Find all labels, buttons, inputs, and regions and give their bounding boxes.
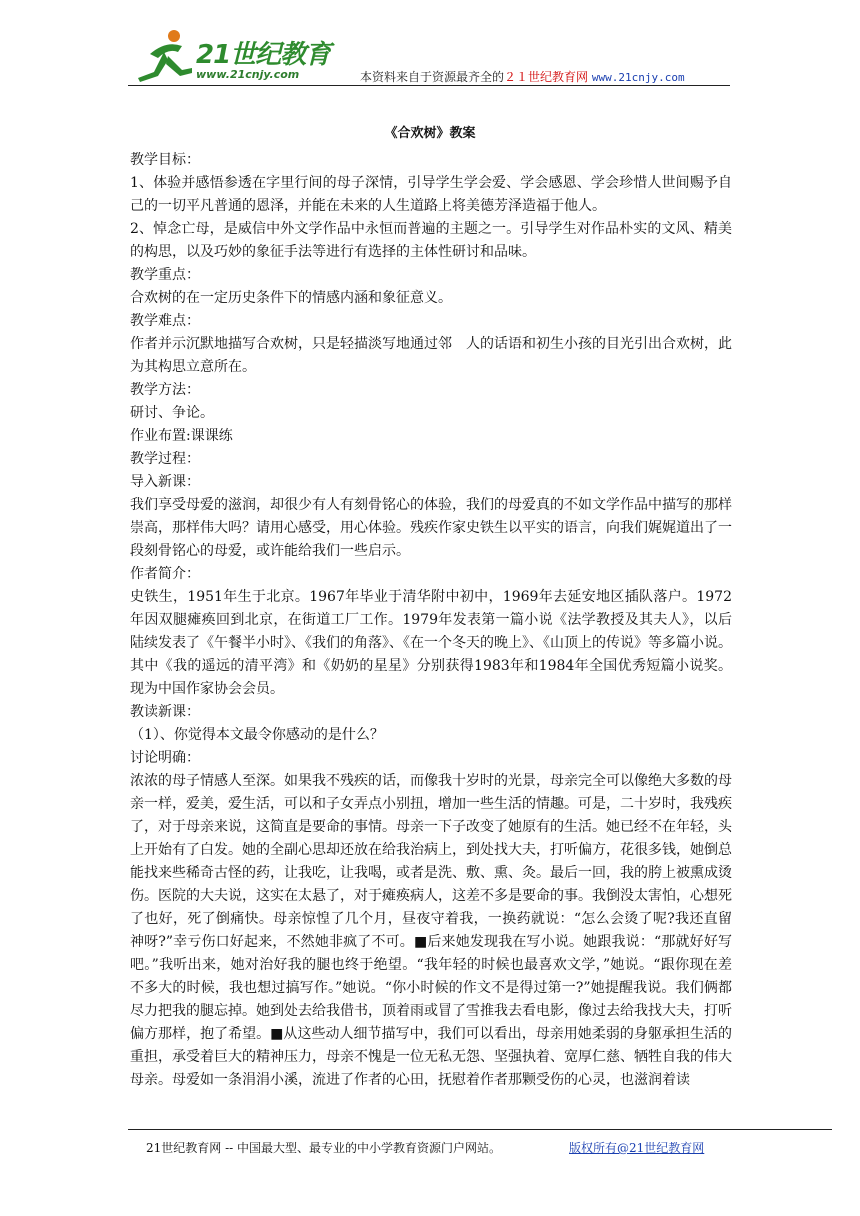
paragraph: 作者简介： [130,566,200,582]
tagline-site-link[interactable]: ２１世纪教育网 [504,70,589,84]
header-divider [128,85,730,86]
header-tagline [360,68,685,85]
paragraph: 合欢树的在一定历史条件下的情感内涵和象征意义。 [130,290,452,306]
paragraph: 导入新课： [130,474,200,490]
site-logo [130,26,350,90]
paragraph: 教学难点： [130,313,200,329]
paragraph: 教学过程： [130,451,200,467]
tagline-url-link[interactable]: www.21cnjy.com [591,71,685,84]
document-body [130,149,732,1092]
paragraph: 史铁生，1951年生于北京。1967年毕业于清华附中初中，1969年去延安地区插队落户。1972年因双腿瘫痪回到北京，在街道工厂工作。1979年发表第一篇小说《法学教授及其夫人》，以后陆续发表了《午餐半小时》、《我们的角落》、《在一个冬天的晚上》、《山顶上的传说》等多篇小说。其中《我的遥远的清平湾》和《奶奶的星星》分别获得1983年和1984年全国优秀短篇小说奖。现为中国作家协会会员。 [130,589,732,697]
tagline-prefix: 本资料来自于资源最齐全的 [360,70,505,84]
paragraph: 教学重点： [130,267,200,283]
paragraph: （1）、你觉得本文最令你感动的是什么？ [130,727,384,743]
logo-text: 21世纪教育 [196,40,331,70]
footer-text: 21世纪教育网 -- 中国最大型、最专业的中小学教育资源门户网站。 [146,1141,502,1155]
document-title: 《合欢树》教案 [384,126,476,141]
running-figure-icon [130,26,200,86]
paragraph: 教学目标： [130,152,200,168]
paragraph: 我们享受母爱的滋润，却很少有人有刻骨铭心的体验，我们的母爱真的不如文学作品中描写的那样崇高，那样伟大吗？请用心感受，用心体验。残疾作家史铁生以平实的语言，向我们娓娓道出了一段刻骨铭心的母爱，或许能给我们一些启示。 [130,497,732,559]
paragraph: 研讨、争论。 [130,405,214,421]
paragraph: 教学方法： [130,382,200,398]
paragraph: 浓浓的母子情感人至深。如果我不残疾的话，而像我十岁时的光景，母亲完全可以像绝大多数的母亲一样，爱美，爱生活，可以和子女弄点小别扭，增加一些生活的情趣。可是，二十岁时，我残疾了，对于母亲来说，这简直是要命的事情。母亲一下子改变了她原有的生活。她已经不在年轻，头上开始有了白发。她的全副心思却还放在给我治病上，到处找大夫，打听偏方，花很多钱，她倒总能找来些稀奇古怪的药，让我吃，让我喝，或者是洗、敷、熏、灸。最后一回，我的胯上被熏成烫伤。医院的大夫说，这实在太悬了，对于瘫痪病人，这差不多是要命的事。我倒没太害怕，心想死了也好，死了倒痛快。母亲惊惶了几个月，昼夜守着我，一换药就说：“怎么会烫了呢?我还直留神呀?”幸亏伤口好起来，不然她非疯了不可。■后来她发现我在写小说。她跟我说：“那就好好写吧。”我听出来，她对治好我的腿也终于绝望。“我年轻的时候也最喜欢文学，”她说。“跟你现在差不多大的时候，我也想过搞写作。”她说。“你小时候的作文不是得过第一?”她提醒我说。我们俩都尽力把我的腿忘掉。她到处去给我借书，顶着雨或冒了雪推我去看电影，像过去给我找大夫，打听偏方那样，抱了希望。■从这些动人细节描写中，我们可以看出，母亲用她柔弱的身躯承担生活的重担，承受着巨大的精神压力，母亲不愧是一位无私无怨、坚强执着、宽厚仁慈、牺牲自我的伟大母亲。母爱如一条涓涓小溪，流进了作者的心田，抚慰着作者那颗受伤的心灵，也滋润着读 [130,773,732,1088]
logo-url: www.21cnjy.com [196,68,300,81]
copyright-link[interactable]: 版权所有@21世纪教育网 [569,1141,705,1155]
footer-divider [128,1129,832,1130]
paragraph: 教读新课： [130,704,200,720]
paragraph: 作业布置:课课练 [130,428,233,444]
paragraph: 1、体验并感悟参透在字里行间的母子深情，引导学生学会爱、学会感恩、学会珍惜人世间赐予自己的一切平凡普通的恩泽，并能在未来的人生道路上将美德芳泽造福于他人。 [130,175,732,214]
paragraph: 2、悼念亡母，是威信中外文学作品中永恒而普遍的主题之一。引导学生对作品朴实的文风、精美的构思，以及巧妙的象征手法等进行有选择的主体性研讨和品味。 [130,221,732,260]
paragraph: 作者并示沉默地描写合欢树，只是轻描淡写地通过邻 人的话语和初生小孩的目光引出合欢树，此为其构思立意所在。 [130,336,732,375]
paragraph: 讨论明确： [130,750,200,766]
